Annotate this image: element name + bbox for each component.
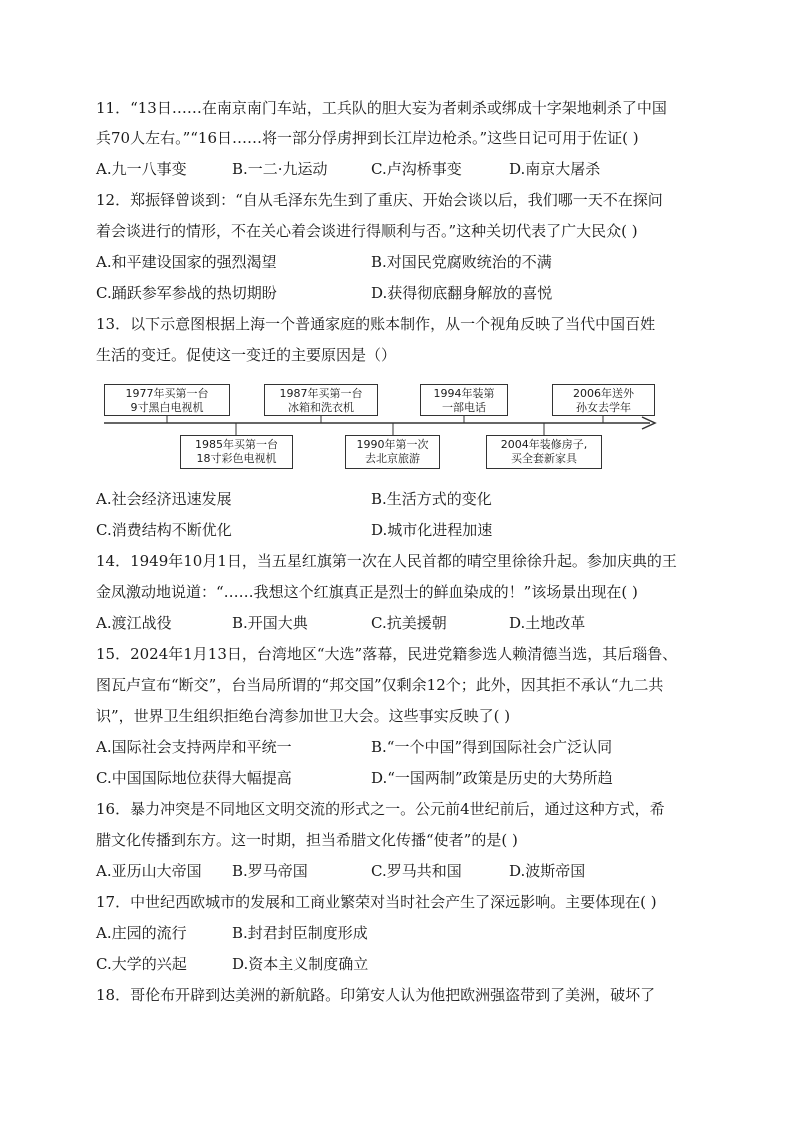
question-text: 16．暴力冲突是不同地区文明交流的形式之一。公元前4世纪前后，通过这种方式，希 [96,800,665,818]
question-text: 识”，世界卫生组织拒绝台湾参加世卫大会。这些事实反映了( ) [96,707,511,725]
option-a[interactable]: A.社会经济迅速发展 [96,490,232,508]
event-line: 1990年第一次 [356,438,429,451]
option-a[interactable]: A.九一八事变 [96,160,187,178]
question-text: 13．以下示意图根据上海一个普通家庭的账本制作，从一个视角反映了当代中国百姓 [96,315,656,333]
timeline-event-2006 [552,384,655,416]
timeline-event-1985 [180,435,293,469]
option-b[interactable]: B.对国民党腐败统治的不满 [371,253,552,271]
question-text: 生活的变迁。促使这一变迁的主要原因是（） [96,346,397,364]
option-c[interactable]: C.消费结构不断优化 [96,521,232,539]
question-text: 15．2024年1月13日，台湾地区“大选”落幕，民进党籍参选人赖清德当选，其后瑙鲁、 [96,645,678,663]
option-d[interactable]: D.城市化进程加速 [371,521,493,539]
option-c[interactable]: C.卢沟桥事变 [371,160,462,178]
option-d[interactable]: D.波斯帝国 [509,862,586,880]
option-c[interactable]: C.大学的兴起 [96,955,187,973]
question-text: 17．中世纪西欧城市的发展和工商业繁荣对当时社会产生了深远影响。主要体现在( ) [96,893,657,911]
option-d[interactable]: D.土地改革 [509,614,586,632]
event-line: 1987年买第一台 [279,387,363,400]
event-line: 冰箱和洗衣机 [288,401,354,414]
event-line: 2006年送外 [573,387,634,400]
option-d[interactable]: D.“一国两制”政策是历史的大势所趋 [371,769,613,787]
event-line: 1977年买第一台 [125,387,209,400]
event-line: 买全套新家具 [511,452,577,465]
event-line: 2004年装修房子, [500,438,588,451]
option-a[interactable]: A.和平建设国家的强烈渴望 [96,253,277,271]
event-line: 9寸黑白电视机 [130,401,204,414]
question-text: 兵70人左右。”“16日……将一部分俘虏押到长江岸边枪杀。”这些日记可用于佐证( ) [96,129,639,147]
option-a[interactable]: A.亚历山大帝国 [96,862,202,880]
option-d[interactable]: D.南京大屠杀 [509,160,601,178]
timeline-event-1987 [264,384,378,416]
option-c[interactable]: C.中国国际地位获得大幅提高 [96,769,292,787]
question-text: 18．哥伦布开辟到达美洲的新航路。印第安人认为他把欧洲强盗带到了美洲，破坏了 [96,986,656,1004]
timeline-event-2004 [486,435,602,469]
event-line: 1985年买第一台 [195,438,278,451]
option-a[interactable]: A.庄园的流行 [96,924,187,942]
option-c[interactable]: C.罗马共和国 [371,862,462,880]
event-line: 18寸彩色电视机 [196,452,277,465]
question-text: 11．“13日……在南京南门车站，工兵队的胆大妄为者刺杀或绑成十字架地刺杀了中国 [96,99,667,117]
question-text: 14．1949年10月1日，当五星红旗第一次在人民首都的晴空里徐徐升起。参加庆典的王 [96,552,677,570]
option-d[interactable]: D.资本主义制度确立 [232,955,369,973]
option-b[interactable]: B.封君封臣制度形成 [232,924,368,942]
question-text: 12．郑振铎曾谈到：“自从毛泽东先生到了重庆、开始会谈以后，我们哪一天不在探问 [96,191,663,209]
event-line: 一部电话 [442,401,486,414]
option-d[interactable]: D.获得彻底翻身解放的喜悦 [371,284,553,302]
timeline-event-1994 [420,384,508,416]
event-line: 1994年装第 [433,387,495,400]
option-b[interactable]: B.生活方式的变化 [371,490,492,508]
option-a[interactable]: A.国际社会支持两岸和平统一 [96,738,292,756]
option-c[interactable]: C.踊跃参军参战的热切期盼 [96,284,277,302]
option-b[interactable]: B.开国大典 [232,614,308,632]
question-text: 腊文化传播到东方。这一时期，担当希腊文化传播“使者”的是( ) [96,831,518,849]
question-text: 着会谈进行的情形，不在关心着会谈进行得顺利与否。”这种关切代表了广大民众( ) [96,222,638,240]
event-line: 去北京旅游 [365,452,420,465]
option-b[interactable]: B.一二·九运动 [232,160,328,178]
question-text: 金凤激动地说道：“……我想这个红旗真正是烈士的鲜血染成的！”该场景出现在( ) [96,583,638,601]
option-b[interactable]: B.罗马帝国 [232,862,308,880]
option-c[interactable]: C.抗美援朝 [371,614,447,632]
timeline-event-1977 [104,384,230,416]
question-text: 图瓦卢宣布“断交”，台当局所谓的“邦交国”仅剩余12个；此外，因其拒不承认“九二共 [96,676,664,694]
timeline-event-1990 [345,435,440,469]
option-a[interactable]: A.渡江战役 [96,614,172,632]
option-b[interactable]: B.“一个中国”得到国际社会广泛认同 [371,738,613,756]
event-line: 孙女去学年 [576,401,631,414]
